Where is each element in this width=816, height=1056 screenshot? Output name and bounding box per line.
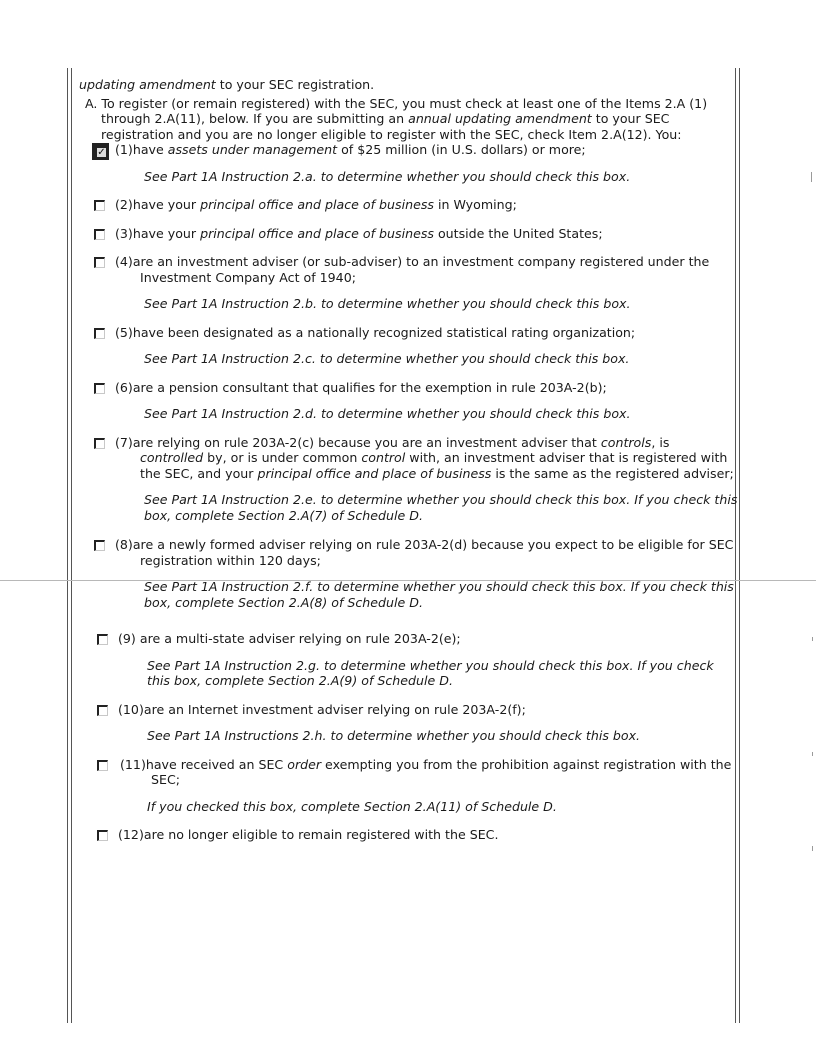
item-7-em-3: control xyxy=(361,450,406,465)
section-a-label: A. xyxy=(85,95,98,111)
item-12 xyxy=(79,827,739,843)
intro-rest: to your SEC registration. xyxy=(215,77,375,92)
item-12-checkbox[interactable] xyxy=(97,830,108,841)
item-7-text-c: by, or is under common xyxy=(203,450,362,465)
item-7-checkbox[interactable] xyxy=(94,438,105,449)
item-11 xyxy=(79,757,739,788)
item-4-instruction: See Part 1A Instruction 2.b. to determine whether you should check this box. xyxy=(144,296,631,311)
item-2-number: (2) xyxy=(115,197,133,212)
scan-mark xyxy=(812,846,813,851)
item-10 xyxy=(79,702,739,718)
item-3-number: (3) xyxy=(115,225,133,241)
section-a-instructions xyxy=(85,96,739,143)
item-4-checkbox[interactable] xyxy=(94,257,105,268)
item-8-instruction: See Part 1A Instruction 2.f. to determine whether you should check this box. If you check this box, complete Section 2.A(8) of Schedule D. xyxy=(144,579,734,610)
scan-mark xyxy=(812,637,813,641)
section-a-text-2: to your SEC registration and you are no longer eligible to register with the SEC, check Item 2.A(12). You: xyxy=(101,111,682,142)
item-4-number: (4) xyxy=(115,254,133,269)
left-border-outer xyxy=(67,68,68,1023)
item-2-text-pre: have your xyxy=(132,197,201,212)
item-10-number: (10) xyxy=(118,701,144,717)
item-1-instruction: See Part 1A Instruction 2.a. to determine whether you should check this box. xyxy=(144,168,631,184)
item-7-number: (7) xyxy=(115,434,133,450)
item-8-checkbox[interactable] xyxy=(94,540,105,551)
item-7-em-4: principal office and place of business xyxy=(257,465,492,481)
item-11-text-post: exempting you from the prohibition against registration with the SEC; xyxy=(151,756,732,787)
section-a-text-1: To register (or remain registered) with the SEC, you must check at least one of the Items 2.A (1) through 2.A(11), below. If you are submitting an xyxy=(101,95,708,126)
item-3-text-pre: have your xyxy=(132,225,201,241)
form-adv-item-2a xyxy=(79,77,739,843)
item-3-checkbox[interactable] xyxy=(94,229,105,240)
item-11-text-pre: have received an SEC xyxy=(145,756,288,772)
item-2-checkbox[interactable] xyxy=(94,200,105,211)
item-1-em: assets under management xyxy=(167,142,338,157)
item-7 xyxy=(79,435,739,482)
item-6-checkbox[interactable] xyxy=(94,383,105,394)
item-8-text: are a newly formed adviser relying on rule 203A-2(d) because you expect to be eligible for SEC registration within 120 days; xyxy=(132,537,734,568)
item-5-text: have been designated as a nationally recognized statistical rating organization; xyxy=(132,324,636,340)
item-5 xyxy=(79,325,739,341)
intro-line xyxy=(79,77,739,93)
item-6-number: (6) xyxy=(115,379,133,395)
item-11-checkbox[interactable] xyxy=(97,760,108,771)
item-2-text-post: in Wyoming; xyxy=(433,197,517,212)
item-1-checkbox[interactable] xyxy=(92,143,109,160)
item-5-instruction: See Part 1A Instruction 2.c. to determine whether you should check this box. xyxy=(144,351,630,366)
item-9-number: (9) xyxy=(118,631,136,646)
item-11-em: order xyxy=(287,756,322,772)
item-7-text-e: is the same as the registered adviser; xyxy=(491,465,734,481)
checkmark-icon: ✓ xyxy=(97,147,106,158)
item-5-number: (5) xyxy=(115,324,133,340)
intro-em: updating amendment xyxy=(79,77,216,92)
item-7-text-d: with, an investment adviser that is registered with the SEC, and your xyxy=(140,450,728,481)
item-7-em-1: controls xyxy=(600,434,652,450)
left-border-inner xyxy=(71,68,72,1023)
item-7-text-a: are relying on rule 203A-2(c) because you are an investment adviser that xyxy=(132,434,601,450)
item-3 xyxy=(79,226,739,242)
item-1-text-post: of $25 million (in U.S. dollars) or more; xyxy=(337,142,586,157)
item-4-text: are an investment adviser (or sub-adviser) to an investment company registered under the Investment Company Act of 1940; xyxy=(132,254,710,285)
scan-mark xyxy=(811,172,812,182)
item-1-number: (1) xyxy=(115,142,133,157)
right-border-outer xyxy=(739,68,740,1023)
item-9-checkbox[interactable] xyxy=(97,634,108,645)
item-10-checkbox[interactable] xyxy=(97,705,108,716)
item-7-text-b: , is xyxy=(651,434,670,450)
item-2-em: principal office and place of business xyxy=(200,197,434,212)
item-9-instruction: See Part 1A Instruction 2.g. to determine whether you should check this box. If you check this box, complete Section 2.A(9) of Schedule D. xyxy=(147,657,714,688)
scan-mark xyxy=(812,752,813,756)
item-10-text: are an Internet investment adviser relying on rule 203A-2(f); xyxy=(143,701,526,717)
section-a-em: annual updating amendment xyxy=(408,111,592,126)
item-9 xyxy=(79,631,739,647)
item-7-em-2: controlled xyxy=(140,450,204,465)
item-12-number: (12) xyxy=(118,827,144,842)
item-4 xyxy=(79,254,739,285)
item-9-text: are a multi-state adviser relying on rule 203A-2(e); xyxy=(135,631,461,646)
item-8 xyxy=(79,537,739,568)
item-12-text: are no longer eligible to remain registered with the SEC. xyxy=(143,827,499,842)
item-1-text-pre: have xyxy=(132,142,168,157)
item-8-number: (8) xyxy=(115,537,133,552)
item-3-text-post: outside the United States; xyxy=(433,225,603,241)
item-6 xyxy=(79,380,739,396)
item-3-em: principal office and place of business xyxy=(200,225,434,241)
item-10-instruction: See Part 1A Instructions 2.h. to determine whether you should check this box. xyxy=(147,728,641,743)
item-5-checkbox[interactable] xyxy=(94,328,105,339)
item-1 xyxy=(79,142,739,158)
item-11-instruction: If you checked this box, complete Section 2.A(11) of Schedule D. xyxy=(147,798,557,814)
item-2 xyxy=(79,197,739,213)
item-6-instruction: See Part 1A Instruction 2.d. to determine whether you should check this box. xyxy=(144,406,631,421)
item-11-number: (11) xyxy=(120,756,146,772)
item-7-instruction: See Part 1A Instruction 2.e. to determine whether you should check this box. If you check this box, complete Section 2.A(7) of Schedule D. xyxy=(144,492,738,523)
item-6-text: are a pension consultant that qualifies for the exemption in rule 203A-2(b); xyxy=(132,379,607,395)
